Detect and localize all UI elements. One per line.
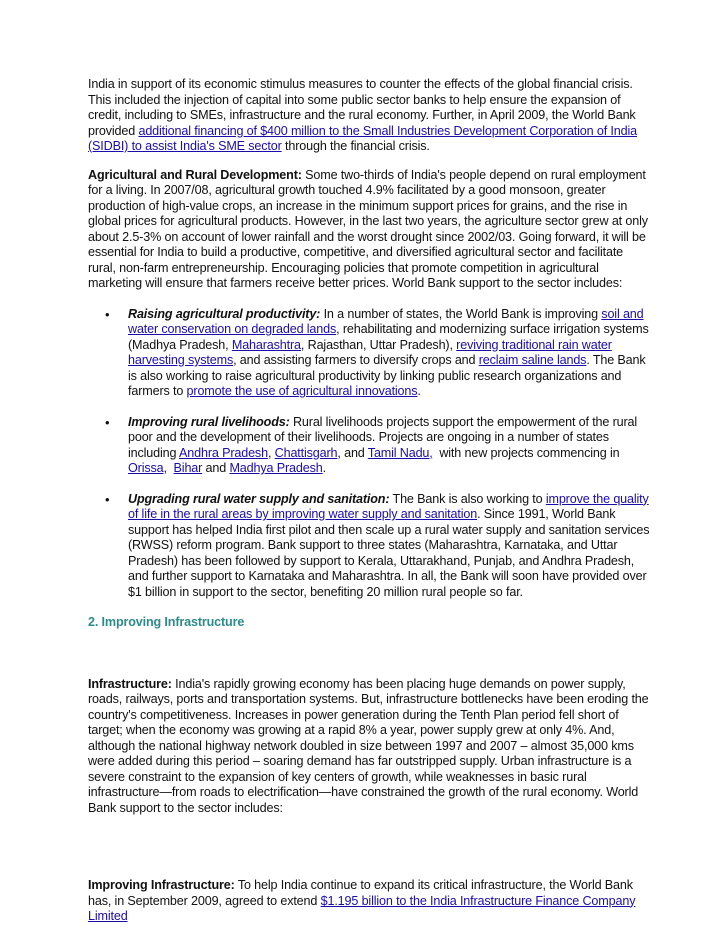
sidbi-financing-link[interactable]: additional financing of $400 million to the Small Industries Development Corporation of India (SIDBI) to assist India's SME sector (88, 123, 637, 153)
section-heading-infrastructure: 2. Improving Infrastructure (88, 615, 245, 629)
improving-infrastructure-label: Improving Infrastructure: (88, 878, 235, 892)
bullet-label: Improving rural livelihoods: (128, 414, 290, 429)
bullet-text: . (417, 384, 421, 398)
agricultural-innovations-link[interactable]: promote the use of agricultural innovations (186, 384, 418, 398)
agriculture-support-list (88, 307, 653, 601)
paragraph-text: India in support of its economic stimulus measures to counter the effects of the global financial crisis. This included the injection of capital into some public sector banks to help ensure the expansion of credit, including to SMEs, infrastructure and the rural economy. Further, in April 2009, the World Bank provided (88, 77, 636, 138)
orissa-link[interactable]: Orissa (128, 461, 164, 475)
list-item-agricultural-productivity (88, 307, 653, 400)
bullet-text: . Since 1991, World Bank support has helped India first pilot and then scale up a rural water supply and sanitation services (RWSS) reform program. Bank support to three states (Maharashtra, Karnataka, and Uttar Pradesh) has been followed by support to Kerala, Uttarakhand, Punjab, and Andhra Pradesh, and further support to Karnataka and Maharashtra. In all, the Bank will soon have provided over $1 billion in support to the sector, benefiting 20 million rural people so far. (128, 507, 650, 599)
bullet-text: , (163, 461, 174, 475)
infrastructure-label: Infrastructure: (88, 676, 172, 691)
tamil-nadu-link[interactable]: Tamil Nadu, (367, 445, 433, 460)
bullet-text: Rural livelihoods projects support the empowerment of the rural poor and the development of their livelihoods. Projects are ongoing in a number of states including (128, 414, 638, 460)
bihar-link[interactable]: Bihar (173, 461, 203, 475)
paragraph-agriculture (88, 168, 653, 292)
bullet-text: In a number of states, the World Bank is improving (320, 306, 602, 321)
bullet-icon: • (105, 491, 110, 507)
bullet-label: Upgrading rural water supply and sanitation: (128, 491, 390, 506)
chattisgarh-link[interactable]: Chattisgarh (274, 445, 338, 460)
bullet-text: . (322, 461, 326, 475)
bullet-icon: • (105, 414, 110, 430)
bullet-text: . The Bank is also working to raise agricultural productivity by linking public research organizations and farmers to (128, 353, 646, 398)
bullet-text: The Bank is also working to (389, 491, 546, 506)
bullet-text: with new projects commencing in (432, 445, 623, 460)
andhra-pradesh-link[interactable]: Andhra Pradesh (179, 445, 268, 460)
paragraph-infrastructure (88, 677, 653, 817)
madhya-pradesh-link[interactable]: Madhya Pradesh (229, 461, 323, 475)
bullet-text: , rehabilitating and modernizing surface irrigation systems (Madhya Pradesh, (128, 322, 649, 352)
paragraph-improving-infrastructure (88, 878, 653, 925)
bullet-text: , and (337, 445, 368, 460)
document-page (88, 77, 653, 925)
list-item-rural-livelihoods (88, 415, 653, 477)
paragraph-text: India's rapidly growing economy has been placing huge demands on power supply, roads, railways, ports and transportation systems. But, infrastructure bottlenecks have been eroding the country's competitiveness. Increases in power generation during the Tenth Plan period fell short of target; when the economy was growing at a rapid 8% a year, power supply grew at only 4%. And, although the national highway network doubled in size between 1997 and 2007 – almost 35,000 kms were added during this period – soaring demand has far outstripped supply. Urban infrastructure is a severe constraint to the expansion of key centers of growth, while weaknesses in basic rural infrastructure—from roads to electrification—have constrained the growth of the rural economy. World Bank support to the sector includes: (88, 676, 649, 815)
bullet-text: and (202, 461, 230, 475)
paragraph-stimulus (88, 77, 653, 155)
paragraph-text: To help India continue to expand its critical infrastructure, the World Bank has, in September 2009, agreed to extend (88, 878, 633, 908)
iifcl-financing-link[interactable]: $1.195 billion to the India Infrastructure Finance Company Limited (88, 893, 636, 923)
bullet-label: Raising agricultural productivity: (128, 306, 321, 321)
paragraph-text: Some two-thirds of India's people depend on rural employment for a living. In 2007/08, agricultural growth touched 4.9% facilitated by a good monsoon, greater production of high-value crops, an increase in the minimum support prices for grains, and the rise in global prices for agricultural products. However, in the last two years, the agriculture sector grew at only about 2.5-3% on account of lower rainfall and the worst drought since 2002/03. Going forward, it will be essential for India to build a productive, competitive, and diversified agricultural sector and facilitate rural, non-farm entrepreneurship. Encouraging policies that promote competition in agricultural marketing will ensure that farmers receive better prices. World Bank support to the sector includes: (88, 167, 648, 290)
agriculture-label: Agricultural and Rural Development: (88, 167, 302, 182)
rain-water-harvesting-link[interactable]: reviving traditional rain water harvesting systems (128, 337, 612, 367)
bullet-icon: • (105, 306, 110, 322)
list-item-water-sanitation (88, 492, 653, 601)
bullet-text: , and assisting farmers to diversify crops and (233, 353, 479, 367)
water-supply-sanitation-link[interactable]: improve the quality of life in the rural areas by improving water supply and sanitation (128, 491, 649, 521)
soil-conservation-link[interactable]: soil and water conservation on degraded lands (128, 306, 644, 336)
maharashtra-link[interactable]: Maharashtra (231, 337, 301, 352)
bullet-text: , Rajasthan, Uttar Pradesh), (300, 337, 457, 352)
bullet-text: , (267, 445, 275, 460)
reclaim-saline-lands-link[interactable]: reclaim saline lands (478, 353, 587, 367)
paragraph-text: through the financial crisis. (281, 139, 430, 153)
